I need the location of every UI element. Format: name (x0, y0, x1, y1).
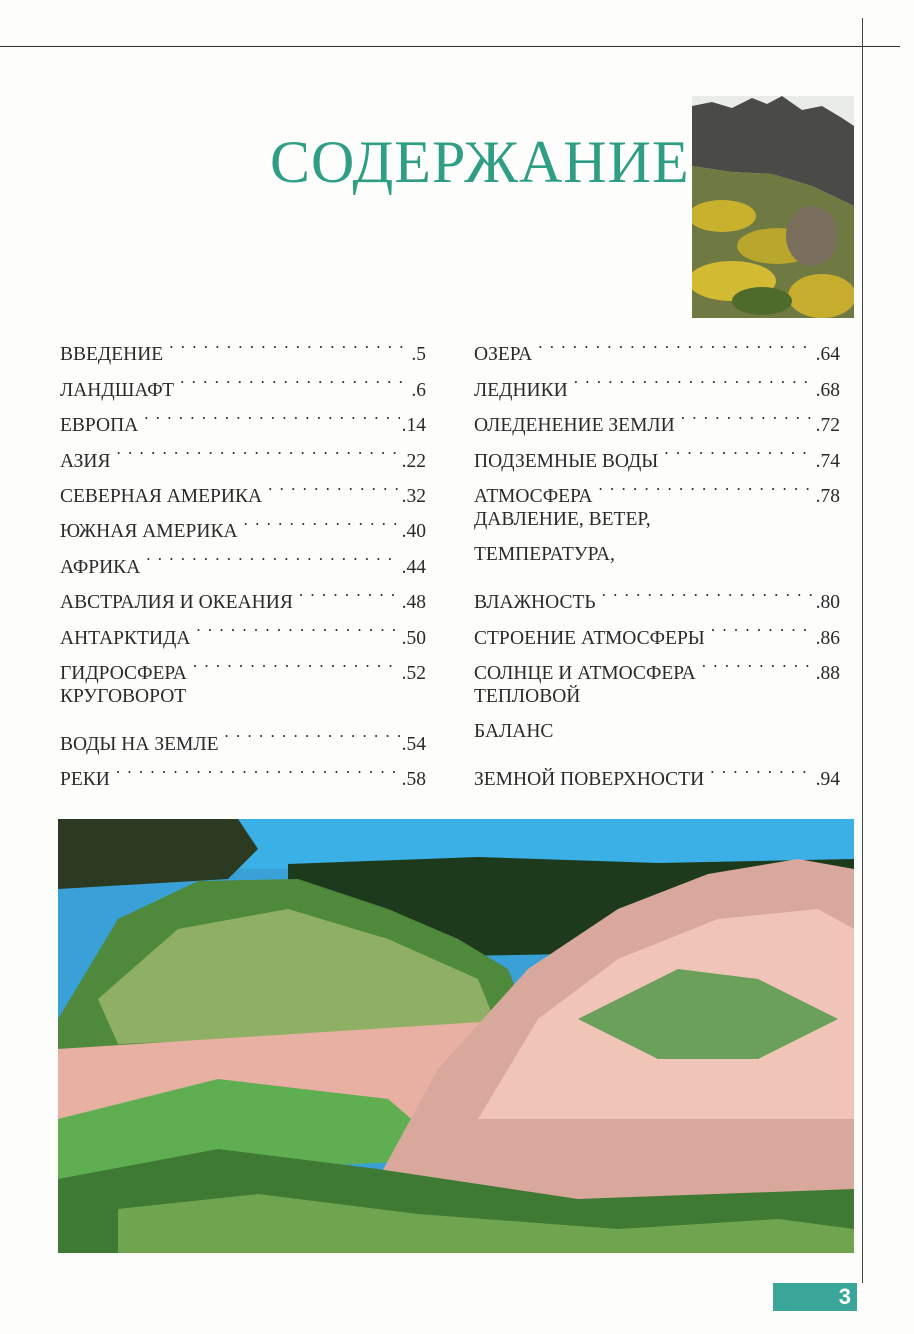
toc-leader (711, 608, 814, 643)
toc-leader (574, 360, 814, 395)
toc-leader (116, 431, 399, 466)
toc-leader (598, 467, 813, 502)
right-rule (862, 18, 863, 1283)
toc-entry: АЗИЯ . . . .22 (60, 431, 426, 466)
toc-leader (702, 644, 814, 679)
toc-leader (710, 750, 813, 785)
toc-leader (193, 644, 400, 679)
toc-entry: ВОДЫ НА ЗЕМЛЕ . . . .54 (60, 714, 426, 749)
toc-leader (244, 502, 400, 537)
toc-leader (116, 750, 400, 785)
toc-entry: ГИДРОСФЕРА . . . .52 (60, 644, 426, 679)
toc-leader (180, 360, 409, 395)
toc-leader (268, 467, 400, 502)
toc-entry: ПОДЗЕМНЫЕ ВОДЫ . . . .74 (474, 431, 840, 466)
toc-leader (602, 573, 814, 608)
toc-entry: БАЛАНС (474, 721, 554, 743)
toc-leader (144, 396, 399, 431)
toc-leader (681, 396, 814, 431)
mountain-photo (692, 96, 854, 318)
toc-entry: ТЕПЛОВОЙ (474, 685, 581, 707)
toc-entry: КРУГОВОРОТ (60, 685, 187, 707)
toc-entry: ВВЕДЕНИЕ . . . .5 (60, 325, 426, 360)
toc-entry: ДАВЛЕНИЕ, ВЕТЕР, (474, 508, 651, 530)
page-number-badge: 3 (773, 1283, 857, 1311)
toc-entry: ЗЕМНОЙ ПОВЕРХНОСТИ . . . .94 (474, 750, 840, 785)
toc-entry: РЕКИ . . . .58 (60, 750, 426, 785)
toc-entry: СОЛНЦЕ И АТМОСФЕРА . . . .88 (474, 644, 840, 679)
salt-heaps-photo (58, 819, 854, 1253)
toc-entry: ЛЕДНИКИ . . . .68 (474, 360, 840, 395)
toc-leader (538, 325, 813, 360)
toc-entry: ЕВРОПА . . . .14 (60, 396, 426, 431)
toc-entry: АНТАРКТИДА . . . .50 (60, 608, 426, 643)
toc-entry: СТРОЕНИЕ АТМОСФЕРЫ . . . .86 (474, 608, 840, 643)
toc-column-left (60, 325, 426, 791)
toc-entry: СЕВЕРНАЯ АМЕРИКА . . . .32 (60, 467, 426, 502)
toc-entry: ЛАНДШАФТ . . . .6 (60, 360, 426, 395)
toc-leader (664, 431, 813, 466)
toc-entry: АФРИКА . . . .44 (60, 537, 426, 572)
toc-entry: ОЛЕДЕНЕНИЕ ЗЕМЛИ . . . .72 (474, 396, 840, 431)
toc-leader (225, 714, 400, 749)
toc-leader (299, 573, 400, 608)
toc-entry: ОЗЕРА . . . .64 (474, 325, 840, 360)
toc-leader (146, 537, 399, 572)
toc-entry: ВЛАЖНОСТЬ . . . .80 (474, 573, 840, 608)
toc-leader (196, 608, 399, 643)
toc-column-right (474, 325, 840, 791)
toc-entry: ЮЖНАЯ АМЕРИКА . . . .40 (60, 502, 426, 537)
toc-entry: АТМОСФЕРА . . . .78 (474, 467, 840, 502)
toc-entry: АВСТРАЛИЯ И ОКЕАНИЯ . . . .48 (60, 573, 426, 608)
toc-leader (169, 325, 409, 360)
top-rule (0, 46, 900, 47)
page-title: СОДЕРЖАНИЕ (270, 129, 690, 196)
toc-entry: ТЕМПЕРАТУРА, (474, 544, 615, 566)
